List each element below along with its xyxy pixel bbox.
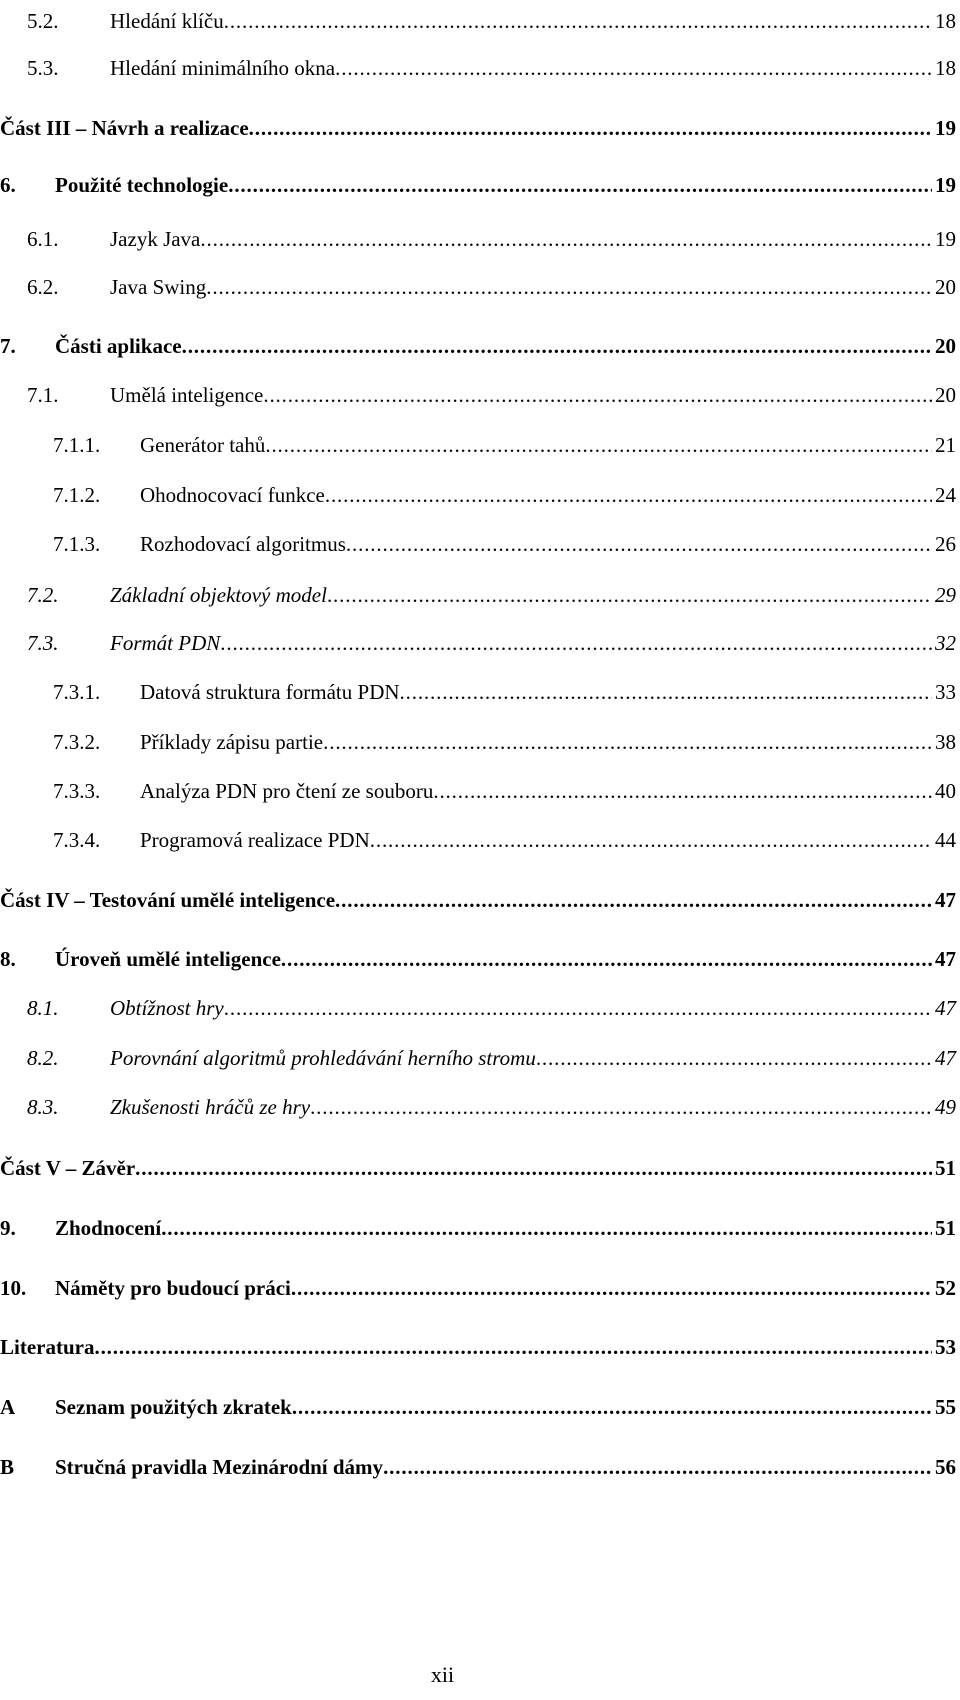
dot-leader: [310, 1092, 932, 1122]
toc-entry-number: 5.3.: [27, 56, 59, 80]
dot-leader: [224, 6, 932, 36]
toc-entry-title: Hledání minimálního okna: [110, 56, 336, 80]
toc-entry-title: Programová realizace PDN: [140, 828, 370, 852]
toc-entry[interactable]: [0, 1332, 956, 1362]
dot-leader: [228, 170, 932, 200]
toc-entry[interactable]: [0, 430, 956, 460]
toc-entry-title: Rozhodovací algoritmus: [140, 532, 346, 556]
toc-entry-page: 44: [935, 828, 956, 852]
toc-entry-page: 20: [935, 334, 956, 358]
toc-entry[interactable]: [0, 331, 956, 361]
toc-entry-page: 47: [935, 888, 956, 912]
toc-entry-number: B: [0, 1455, 15, 1479]
toc-entry-number: 7.3.3.: [53, 779, 101, 803]
dot-leader: [335, 53, 932, 83]
toc-entry-number: 10.: [0, 1276, 27, 1300]
toc-entry-page: 21: [935, 433, 956, 457]
toc-entry-title: Zkušenosti hráčů ze hry: [110, 1095, 311, 1119]
toc-entry-page: 18: [935, 9, 956, 33]
toc-entry[interactable]: [0, 825, 956, 855]
toc-entry[interactable]: [0, 1092, 956, 1122]
toc-entry-title: Generátor tahů: [140, 433, 266, 457]
dot-leader: [249, 113, 932, 143]
toc-entry-page: 19: [935, 227, 956, 251]
dot-leader: [335, 885, 932, 915]
dot-leader: [281, 944, 932, 974]
dot-leader: [182, 331, 932, 361]
toc-entry-title: Porovnání algoritmů prohledávání herního stromu: [110, 1046, 536, 1070]
toc-entry[interactable]: [0, 113, 956, 143]
toc-entry-number: 5.2.: [27, 9, 59, 33]
toc-entry-page: 29: [935, 583, 956, 607]
toc-entry[interactable]: [0, 628, 956, 658]
toc-entry-number: 7.3.: [27, 631, 59, 655]
toc-entry-page: 26: [935, 532, 956, 556]
toc-entry[interactable]: [0, 272, 956, 302]
toc-entry[interactable]: [0, 6, 956, 36]
toc-entry-number: 7.1.1.: [53, 433, 101, 457]
toc-entry-number: 9.: [0, 1216, 16, 1240]
dot-leader: [383, 1452, 932, 1482]
toc-entry-title: Část III – Návrh a realizace: [0, 116, 249, 140]
toc-entry[interactable]: [0, 677, 956, 707]
toc-entry-title: Umělá inteligence: [110, 383, 264, 407]
toc-entry-title: Zhodnocení: [55, 1216, 162, 1240]
toc-entry-title: Literatura: [0, 1335, 95, 1359]
toc-entry-page: 19: [935, 116, 956, 140]
toc-entry[interactable]: [0, 53, 956, 83]
toc-entry-title: Datová struktura formátu PDN: [140, 680, 400, 704]
toc-entry-title: Části aplikace: [55, 334, 182, 358]
dot-leader: [265, 430, 932, 460]
toc-entry-page: 47: [935, 947, 956, 971]
toc-entry-number: 8.2.: [27, 1046, 59, 1070]
page-number: xii: [430, 1662, 455, 1687]
toc-entry-number: A: [0, 1395, 16, 1419]
toc-entry-title: Úroveň umělé inteligence: [55, 947, 281, 971]
toc-entry-page: 24: [935, 483, 956, 507]
toc-entry-number: 8.3.: [27, 1095, 59, 1119]
dot-leader: [346, 529, 932, 559]
dot-leader: [224, 993, 932, 1023]
toc-entry-page: 47: [935, 996, 956, 1020]
toc-entry-number: 7.3.2.: [53, 730, 101, 754]
dot-leader: [200, 224, 932, 254]
toc-entry[interactable]: [0, 1213, 956, 1243]
dot-leader: [433, 776, 932, 806]
dot-leader: [94, 1332, 932, 1362]
toc-entry-number: 7.3.4.: [53, 828, 101, 852]
toc-entry-title: Hledání klíču: [110, 9, 224, 33]
toc-entry-number: 7.1.: [27, 383, 59, 407]
toc-entry-number: 7.3.1.: [53, 680, 101, 704]
toc-entry-page: 19: [935, 173, 956, 197]
toc-entry[interactable]: [0, 1392, 956, 1422]
toc-entry[interactable]: [0, 1452, 956, 1482]
dot-leader: [263, 380, 932, 410]
toc-entry-number: 6.1.: [27, 227, 59, 251]
toc-entry-title: Java Swing: [110, 275, 207, 299]
toc-entry-number: 8.: [0, 947, 16, 971]
toc-entry[interactable]: [0, 993, 956, 1023]
dot-leader: [206, 272, 932, 302]
toc-entry-title: Příklady zápisu partie: [140, 730, 324, 754]
toc-entry-page: 47: [935, 1046, 956, 1070]
dot-leader: [370, 825, 932, 855]
toc-entry-page: 18: [935, 56, 956, 80]
toc-entry[interactable]: [0, 776, 956, 806]
toc-entry-page: 20: [935, 275, 956, 299]
dot-leader: [161, 1213, 932, 1243]
toc-entry-title: Stručná pravidla Mezinárodní dámy: [55, 1455, 384, 1479]
toc-entry-number: 6.2.: [27, 275, 59, 299]
toc-entry-page: 40: [935, 779, 956, 803]
toc-entry-page: 51: [935, 1156, 956, 1180]
toc-entry[interactable]: [0, 529, 956, 559]
toc-entry-title: Analýza PDN pro čtení ze souboru: [140, 779, 434, 803]
toc-entry-number: 7.: [0, 334, 16, 358]
toc-entry[interactable]: [0, 885, 956, 915]
toc-entry-number: 7.1.3.: [53, 532, 101, 556]
toc-entry[interactable]: [0, 224, 956, 254]
toc-entry[interactable]: [0, 1043, 956, 1073]
dot-leader: [220, 628, 932, 658]
toc-entry-page: 53: [935, 1335, 956, 1359]
dot-leader: [292, 1392, 932, 1422]
toc-entry-number: 7.1.2.: [53, 483, 101, 507]
toc-entry-title: Formát PDN: [110, 631, 221, 655]
toc-entry[interactable]: [0, 480, 956, 510]
toc-entry[interactable]: [0, 170, 956, 200]
toc-entry-page: 38: [935, 730, 956, 754]
dot-leader: [325, 480, 932, 510]
dot-leader: [323, 727, 932, 757]
toc-entry-page: 56: [935, 1455, 956, 1479]
toc-entry[interactable]: [0, 1273, 956, 1303]
toc-entry-page: 52: [935, 1276, 956, 1300]
toc-entry-page: 49: [935, 1095, 956, 1119]
toc-entry-number: 8.1.: [27, 996, 59, 1020]
dot-leader: [291, 1273, 932, 1303]
toc-entry-page: 20: [935, 383, 956, 407]
toc-entry-number: 7.2.: [27, 583, 59, 607]
toc-entry-title: Seznam použitých zkratek: [55, 1395, 292, 1419]
dot-leader: [400, 677, 932, 707]
toc-entry-title: Náměty pro budoucí práci: [55, 1276, 291, 1300]
dot-leader: [135, 1153, 932, 1183]
toc-entry[interactable]: [0, 380, 956, 410]
toc-entry-page: 32: [935, 631, 956, 655]
dot-leader: [536, 1043, 932, 1073]
toc-entry-title: Jazyk Java: [110, 227, 201, 251]
dot-leader: [327, 580, 932, 610]
toc-entry-title: Část IV – Testování umělé inteligence: [0, 888, 336, 912]
toc-entry-title: Základní objektový model: [110, 583, 327, 607]
toc-entry-page: 33: [935, 680, 956, 704]
toc-entry-title: Část V – Závěr: [0, 1156, 136, 1180]
toc-entry[interactable]: [0, 727, 956, 757]
toc-entry-page: 51: [935, 1216, 956, 1240]
toc-entry[interactable]: [0, 944, 956, 974]
toc-entry[interactable]: [0, 1153, 956, 1183]
toc-entry[interactable]: [0, 580, 956, 610]
toc-entry-title: Ohodnocovací funkce: [140, 483, 325, 507]
toc-entry-number: 6.: [0, 173, 16, 197]
toc-entry-page: 55: [935, 1395, 956, 1419]
toc-entry-title: Obtížnost hry: [110, 996, 224, 1020]
toc-entry-title: Použité technologie: [55, 173, 229, 197]
